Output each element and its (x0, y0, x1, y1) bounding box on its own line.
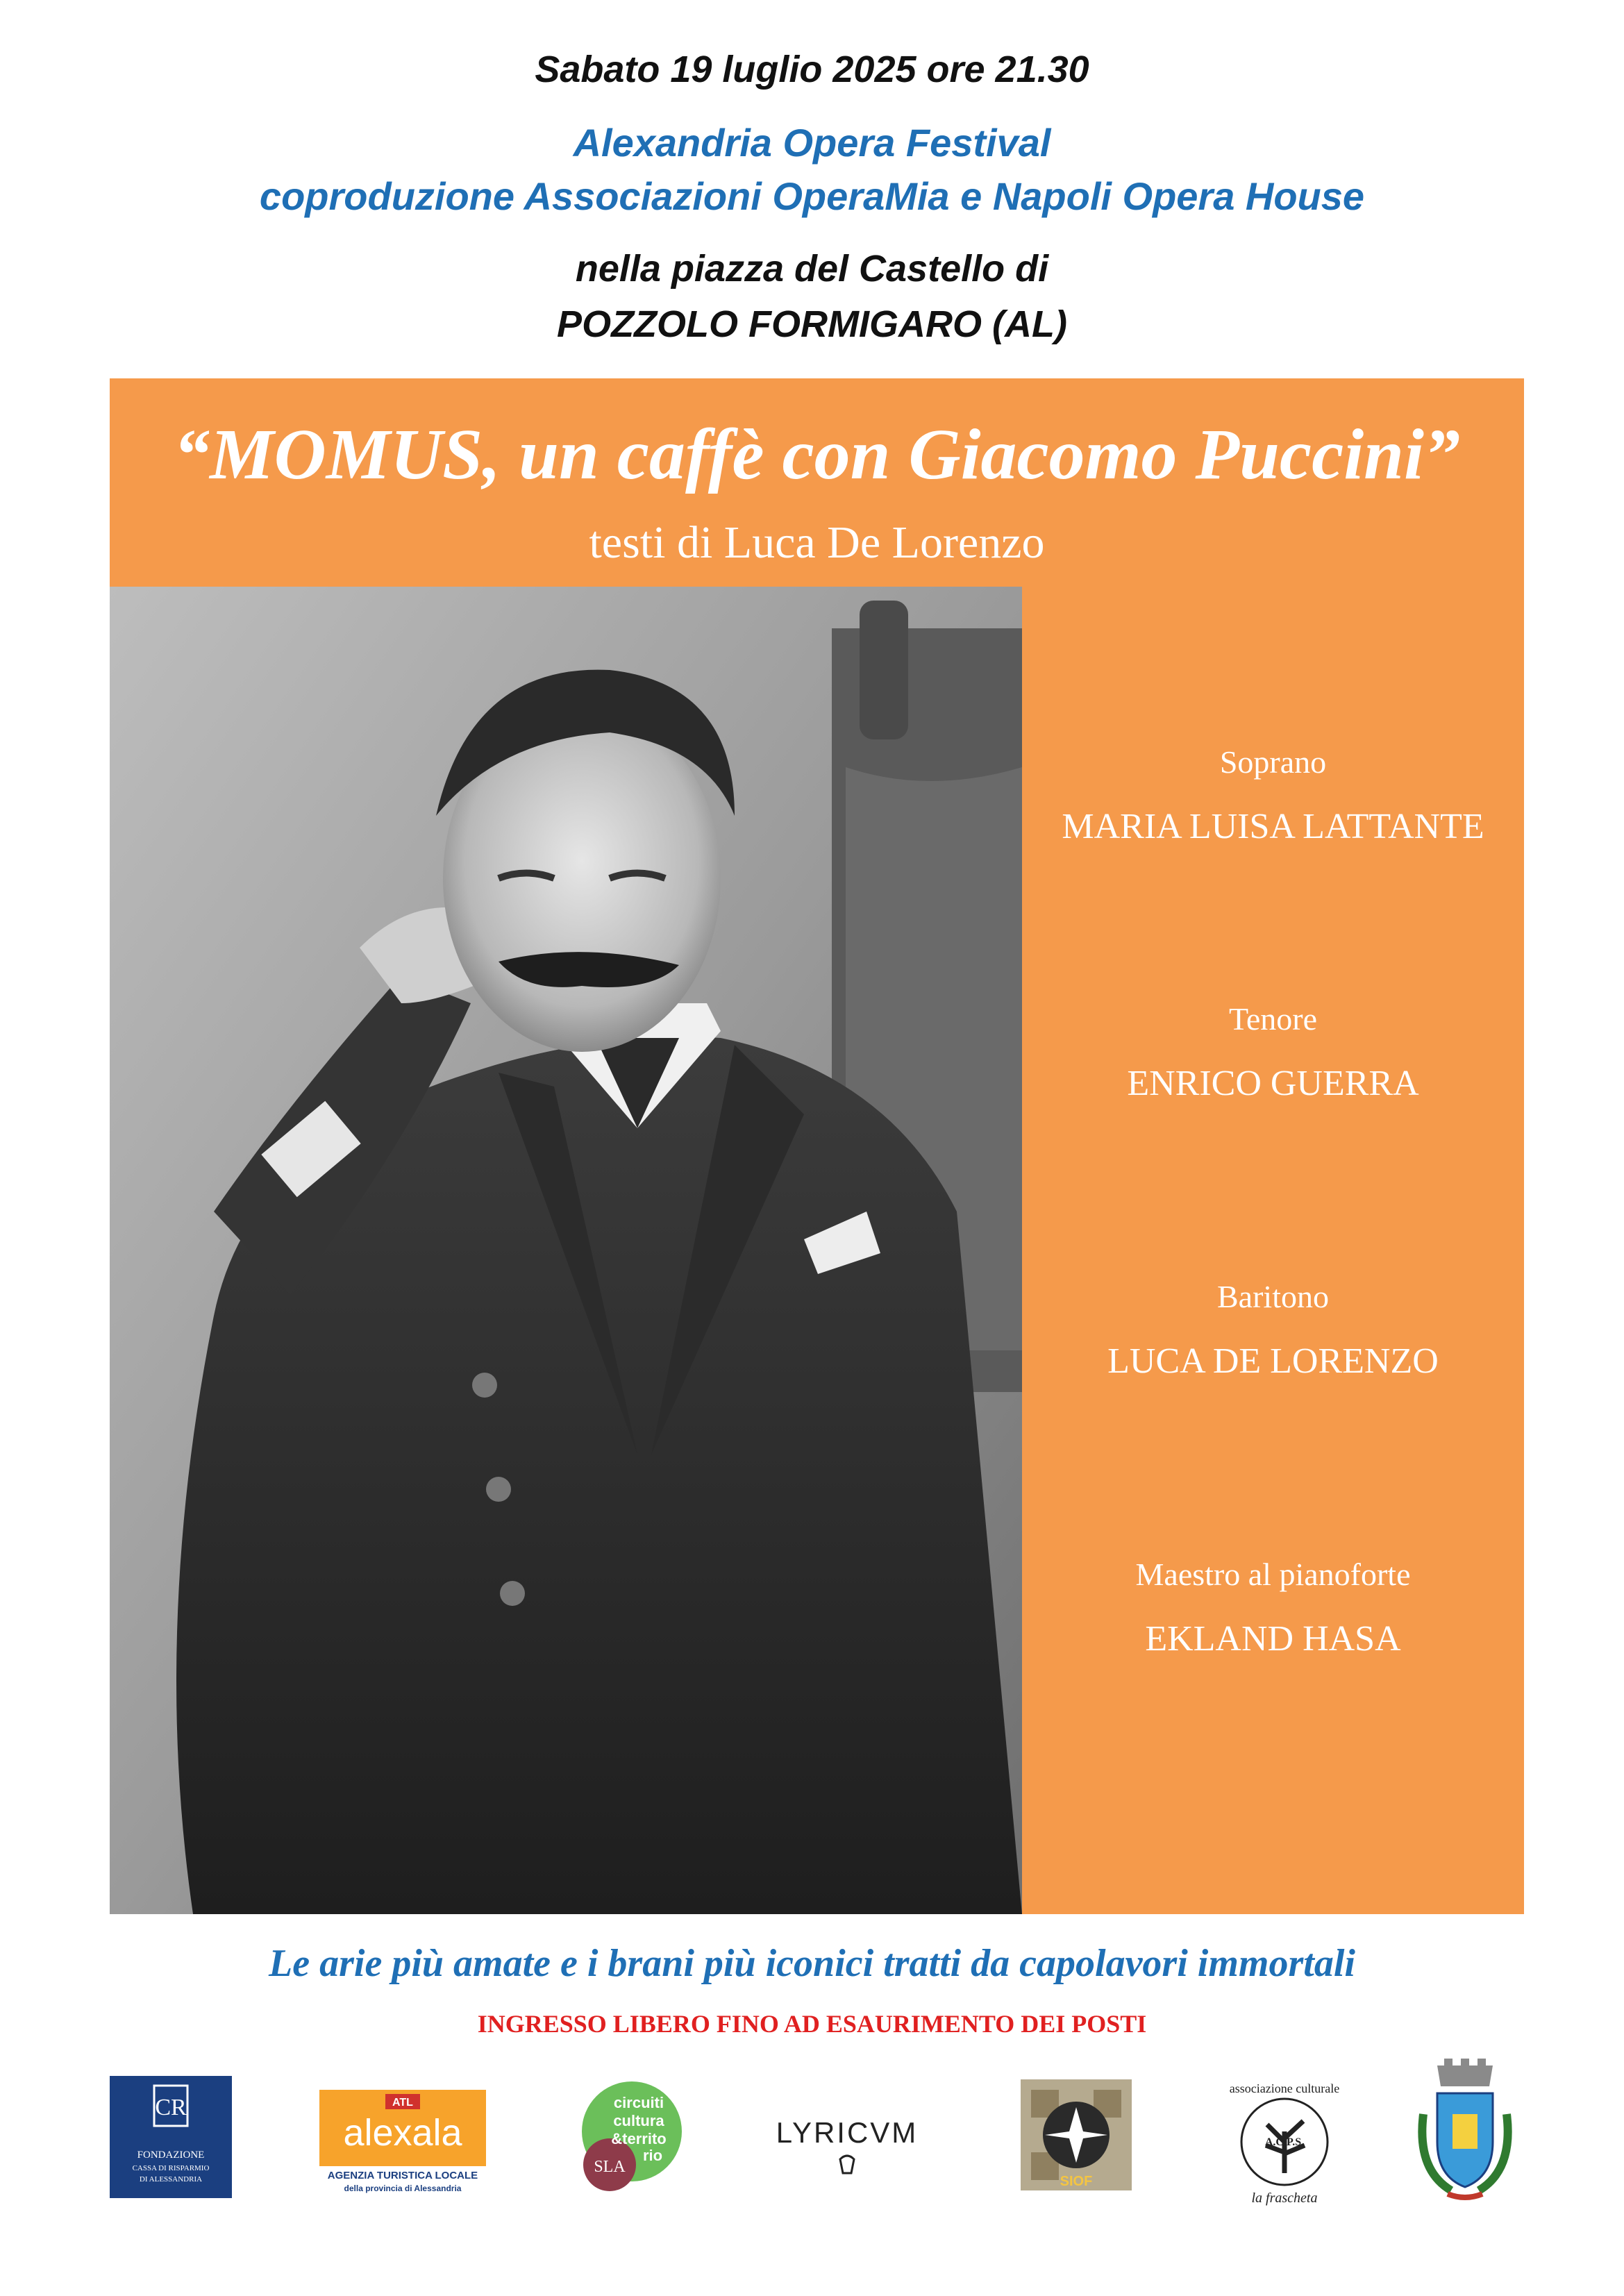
alexala-emblem-icon (319, 2090, 486, 2194)
cast-list (1022, 587, 1524, 1914)
role-soprano: Soprano (1219, 744, 1327, 780)
entry-note: INGRESSO LIBERO FINO AD ESAURIMENTO DEI POSTI (477, 2010, 1147, 2038)
name-baritone: LUCA DE LORENZO (1107, 1341, 1439, 1381)
circuiti-line1: circuiti (613, 2094, 664, 2111)
alexala-name: alexala (343, 2112, 462, 2154)
alexala-top: ATL (392, 2097, 413, 2109)
name-piano: EKLAND HASA (1145, 1619, 1401, 1659)
circuiti-sla: SLA (594, 2158, 626, 2176)
lyricum-name: LYRICVM (778, 2116, 916, 2149)
siof-logo (1017, 2076, 1135, 2194)
name-tenor: ENRICO GUERRA (1127, 1064, 1419, 1103)
role-tenor: Tenore (1228, 1001, 1318, 1037)
puccini-portrait-icon (110, 587, 1022, 1914)
event-date: Sabato 19 luglio 2025 ore 21.30 (535, 49, 1089, 90)
venue-line-2: POZZOLO FORMIGARO (AL) (557, 303, 1067, 345)
svg-text:CR: CR (155, 2095, 187, 2120)
name-soprano: MARIA LUISA LATTANTE (1062, 807, 1484, 846)
portrait-photo (110, 587, 1022, 1914)
circuiti-line2: cultura (613, 2112, 664, 2129)
frascheta-logo (1219, 2076, 1350, 2208)
siof-name: SIOF (1060, 2174, 1093, 2189)
fondazione-emblem-icon (110, 2076, 232, 2198)
frascheta-top: associazione culturale (1229, 2081, 1340, 2095)
lyricum-logo (778, 2111, 916, 2180)
frascheta-mid: A.C.P.S. (1264, 2136, 1305, 2148)
role-piano: Maestro al pianoforte (1135, 1557, 1411, 1592)
coproduction-line: coproduzione Associazioni OperaMia e Napoli Opera House (259, 174, 1365, 218)
alexala-line2: della provincia di Alessandria (344, 2184, 462, 2193)
venue-line-1: nella piazza del Castello di (575, 248, 1049, 290)
tagline: Le arie più amate e i brani più iconici tratti da capolavori immortali (269, 1942, 1355, 1985)
comune-logo (1409, 2059, 1521, 2204)
show-title: “MOMUS, un caffè con Giacomo Puccini” (174, 414, 1460, 494)
circuiti-line4: rio (642, 2147, 663, 2164)
frascheta-bottom: la frascheta (1251, 2190, 1318, 2206)
festival-name: Alexandria Opera Festival (573, 121, 1051, 165)
fondazione-logo (110, 2076, 232, 2198)
fondazione-line3: DI ALESSANDRIA (139, 2175, 203, 2184)
siof-emblem-icon (1017, 2076, 1135, 2194)
circuiti-logo (569, 2076, 694, 2201)
frascheta-emblem-icon (1219, 2076, 1350, 2208)
alexala-logo (319, 2090, 486, 2194)
circuiti-line3: &territo (611, 2130, 667, 2147)
lyricum-emblem-icon (778, 2111, 916, 2180)
alexala-line1: AGENZIA TURISTICA LOCALE (327, 2170, 478, 2181)
role-baritone: Baritono (1217, 1279, 1329, 1314)
circuiti-emblem-icon (569, 2076, 694, 2201)
fondazione-line1: FONDAZIONE (137, 2150, 205, 2161)
show-author: testi di Luca De Lorenzo (589, 517, 1045, 568)
fondazione-line2: CASSA DI RISPARMIO (132, 2164, 210, 2172)
coat-of-arms-icon (1409, 2059, 1521, 2204)
